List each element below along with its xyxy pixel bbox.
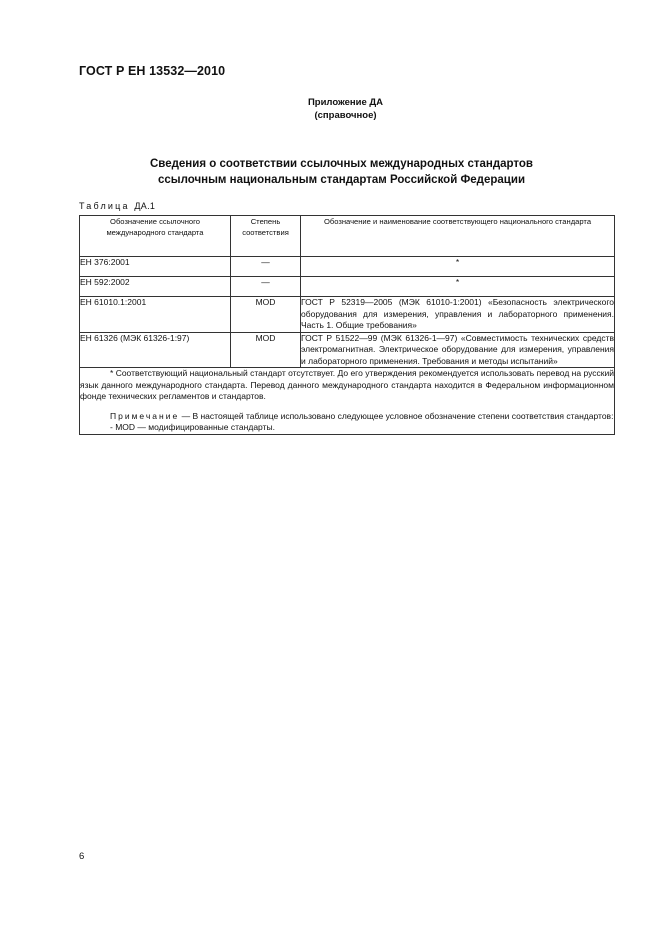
cell-national: * — [301, 277, 615, 297]
header-degree: Степень соответствия — [231, 216, 301, 257]
cell-national: * — [301, 257, 615, 277]
note-list-item: - MOD — модифицированные стандарты. — [110, 422, 275, 432]
cell-degree: — — [231, 277, 301, 297]
footnote: * Соответствующий национальный стандарт отсутствует. До его утверждения рекомендуется использовать перевод на русский язык данного международного стандарта. Перевод данного международного стандарта находится в Федеральном информационном фонде технических регламентов и стандартов. — [80, 368, 614, 401]
section-title-line-1: Сведения о соответствии ссылочных международных стандартов — [149, 158, 533, 170]
cell-national: ГОСТ Р 51522—99 (МЭК 61326-1—97) «Совместимость технических средств электромагнитная. Электрическое оборудование для измерения, управления и лабораторного применения. Требования и методы испытаний» — [301, 332, 614, 366]
section-title — [0, 156, 661, 188]
table-caption — [79, 201, 155, 211]
table-row — [80, 332, 615, 368]
correspondence-table — [79, 215, 615, 435]
table-notes — [80, 368, 615, 435]
cell-intl: ЕН 376:2001 — [80, 257, 231, 277]
section-title-line-2: ссылочным национальным стандартам Российской Федерации — [157, 174, 526, 186]
header-national-standard: Обозначение и наименование соответствующего национального стандарта — [301, 216, 615, 257]
header-intl-standard: Обозначение ссылочного международного стандарта — [80, 216, 231, 257]
document-code: ГОСТ Р ЕН 13532—2010 — [79, 64, 226, 78]
note — [80, 411, 614, 423]
note-label: Примечание — [110, 410, 180, 421]
table-caption-number: ДА.1 — [134, 201, 156, 211]
appendix-subtitle: (справочное) — [314, 110, 377, 121]
table-row — [80, 277, 615, 297]
table-notes-row — [80, 368, 615, 435]
cell-degree: — — [231, 257, 301, 277]
appendix-title: Приложение ДА — [307, 97, 384, 108]
table-row — [80, 257, 615, 277]
page-number: 6 — [79, 851, 85, 862]
cell-degree: MOD — [231, 297, 301, 333]
cell-intl: ЕН 61010.1:2001 — [80, 297, 231, 333]
table-header-row — [80, 216, 615, 257]
cell-intl: ЕН 592:2002 — [80, 277, 231, 297]
table-caption-label: Таблица — [79, 201, 130, 211]
table-row — [80, 297, 615, 333]
cell-degree: MOD — [231, 332, 301, 368]
note-text: — В настоящей таблице использовано следующее условное обозначение степени соответствия стандартов: — [181, 410, 614, 421]
cell-intl: ЕН 61326 (МЭК 61326-1:97) — [80, 332, 231, 368]
cell-national: ГОСТ Р 52319—2005 (МЭК 61010-1:2001) «Безопасность электрического оборудования для измерения, управления и лабораторного применения. Часть 1. Общие требования» — [301, 297, 614, 330]
appendix-heading — [0, 96, 661, 122]
